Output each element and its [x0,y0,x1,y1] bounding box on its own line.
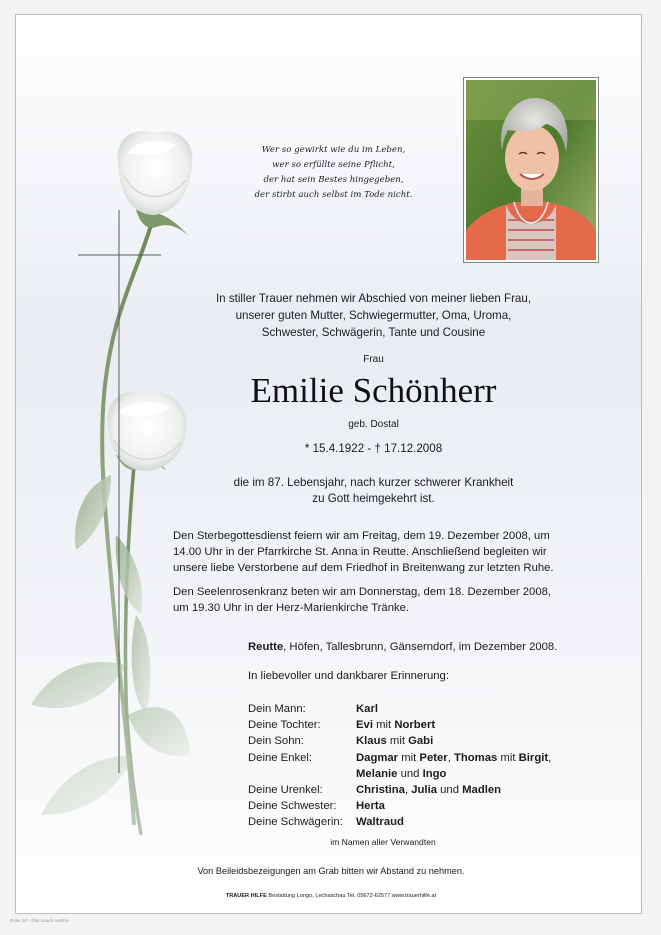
life-dates: * 15.4.1922 - † 17.12.2008 [304,442,443,455]
member-name: Thomas [453,751,498,764]
poem-line: der hat sein Bestes hingegeben, [263,175,404,185]
birth-name: geb. Dostal [348,419,399,430]
poem-line: wer so erfüllte seine Pflicht, [272,160,395,170]
separator: , [404,783,412,796]
member-name: Christina [356,783,405,796]
memory-line: In liebevoller und dankbarer Erinnerung: [248,670,449,682]
salutation: Frau [363,354,384,365]
relation-label: Dein Sohn: [248,735,304,748]
family-row-great-grandchildren [248,782,551,798]
relation-label: Deine Enkel: [248,751,313,764]
conjunction: und [397,767,423,780]
member-name: Madlen [462,783,502,796]
member-name: Waltraud [356,816,404,829]
places-rest: , Höfen, Tallesbrunn, Gänserndorf, im Dezember 2008. [283,641,558,653]
member-name: Norbert [394,719,436,732]
relation-label: Deine Tochter: [248,719,321,732]
portrait-photo [466,80,596,260]
rosary-line: Den Seelenrosenkranz beten wir am Donnerstag, dem 18. Dezember 2008, [173,586,552,598]
relation-label: Dein Mann: [248,703,306,715]
family-list [248,701,551,831]
family-row-daughter [248,717,551,733]
separator: , [447,751,454,764]
poem-line: Wer so gewirkt wie du im Leben, [261,145,406,155]
member-name: Klaus [356,735,387,748]
family-row-sister-in-law [248,814,551,830]
funeral-home-name: TRAUER HILFE [225,893,267,899]
intro-text [176,290,571,341]
rose-illustration [16,15,216,914]
family-row-sister [248,798,551,814]
conjunction: mit [398,751,420,764]
conjunction: mit [386,735,409,748]
conjunction: mit [372,719,395,732]
intro-line: In stiller Trauer nehmen wir Abschied von meiner lieben Frau, [215,292,532,305]
deceased-name: Emilie Schönherr [250,371,497,410]
portrait-frame [463,77,599,263]
service-line: Den Sterbegottesdienst feiern wir am Freitag, dem 19. Dezember 2008, um [173,530,550,542]
member-name: Herta [356,800,385,813]
member-name: Karl [356,703,378,715]
relatives-note: im Namen aller Verwandten [330,837,436,847]
places-main-town: Reutte [248,641,284,653]
death-note [176,475,571,507]
funeral-home-footer [116,893,546,899]
design-credit: Rose 10 - ©by Loach Austria [10,918,69,923]
relation-label: Deine Schwägerin: [248,816,343,829]
grave-note: Von Beileidsbezeigungen am Grab bitten wir Abstand zu nehmen. [197,866,465,876]
family-row-grandchildren-continued [248,766,551,782]
member-name: Peter [419,751,448,764]
memorial-poem [226,143,441,203]
intro-line: unserer guten Mutter, Schwiegermutter, Oma, Uroma, [235,309,512,322]
member-name: Birgit [518,751,549,764]
member-name: Melanie [356,767,398,780]
member-name: Gabi [408,735,434,748]
funeral-home-details: Bestattung Longo, Lechaschau Tel. 05672-62577 www.trauerhilfe.at [266,893,437,899]
family-row-son [248,733,551,749]
family-row-grandchildren [248,750,551,766]
funeral-service-text [173,528,613,576]
rosary-text [173,584,613,616]
separator: , [548,751,552,764]
member-name: Evi [356,719,373,732]
intro-line: Schwester, Schwägerin, Tante und Cousine [261,326,486,339]
member-name: Dagmar [356,751,399,764]
rosary-line: um 19.30 Uhr in der Herz-Marienkirche Tränke. [173,602,410,614]
conjunction: und [437,783,463,796]
member-name: Ingo [422,767,447,780]
poem-line: der stirbt auch selbst im Tode nicht. [254,190,413,200]
relation-label: Deine Schwester: [248,800,337,813]
conjunction: mit [497,751,519,764]
places-and-date [248,641,557,653]
member-name: Julia [411,783,437,796]
obituary-card [15,14,642,914]
service-line: 14.00 Uhr in der Pfarrkirche St. Anna in Reutte. Anschließend begleiten wir [173,546,547,558]
relation-label: Deine Urenkel: [248,783,323,796]
service-line: unsere liebe Verstorbene auf dem Friedhof in Breitenwang zur letzten Ruhe. [173,562,554,574]
family-row-husband [248,701,551,717]
death-note-line: zu Gott heimgekehrt ist. [312,492,435,505]
death-note-line: die im 87. Lebensjahr, nach kurzer schwerer Krankheit [233,476,514,489]
